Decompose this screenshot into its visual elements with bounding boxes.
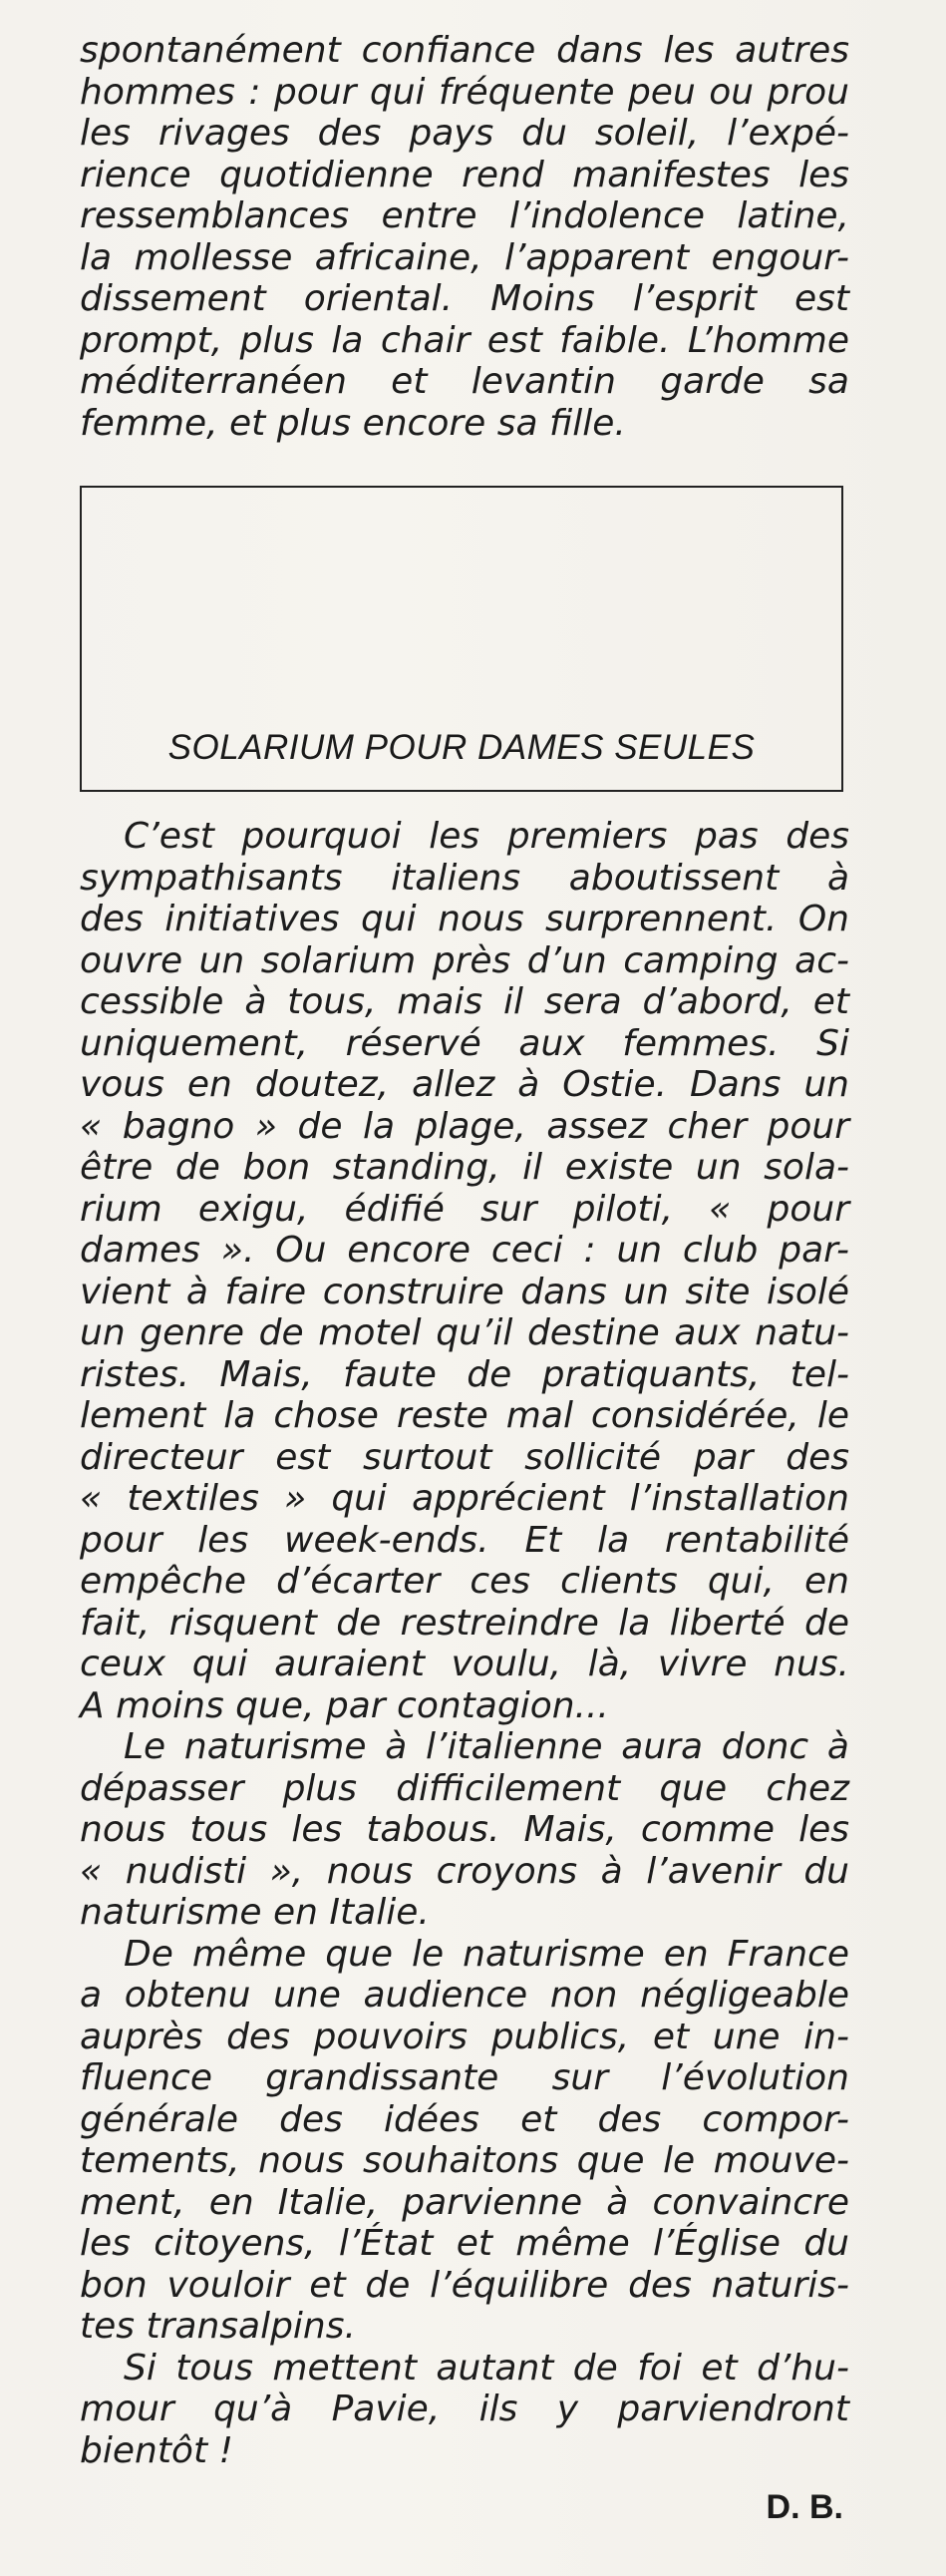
text-line: bon vouloir et de l’équilibre des naturis- (80, 2264, 849, 2306)
text-line: hommes : pour qui fréquente peu ou prou (80, 71, 849, 113)
text-line: dames ». Ou encore ceci : un club par- (80, 1230, 849, 1271)
text-line: a obtenu une audience non négligeable (80, 1975, 849, 2016)
text-line: ment, en Italie, parvienne à convaincre (80, 2181, 849, 2223)
author-signature: D. B. (766, 2488, 843, 2526)
text-line: auprès des pouvoirs publics, et une in- (80, 2016, 849, 2057)
text-line: lement la chose reste mal considérée, le (80, 1395, 849, 1436)
text-line: un genre de motel qu’il destine aux natu- (80, 1312, 849, 1353)
text-line: naturisme en Italie. (80, 1892, 430, 1933)
text-line: dépasser plus difficilement que chez (80, 1767, 849, 1809)
text-line: « bagno » de la plage, assez cher pour (80, 1105, 849, 1147)
text-line: vous en doutez, allez à Ostie. Dans un (80, 1064, 849, 1105)
text-line: spontanément confiance dans les autres (80, 30, 849, 71)
text-line: rium exigu, édifié sur piloti, « pour (80, 1188, 849, 1230)
text-line: « textiles » qui apprécient l’installation (80, 1478, 849, 1519)
text-line: De même que le naturisme en France (124, 1933, 849, 1975)
text-line: rience quotidienne rend manifestes les (80, 154, 849, 195)
text-line: la mollesse africaine, l’apparent engour- (80, 236, 849, 278)
text-line: générale des idées et des compor- (80, 2098, 849, 2140)
text-line: Si tous mettent autant de foi et d’hu- (124, 2347, 849, 2389)
text-line: C’est pourquoi les premiers pas des (124, 816, 849, 857)
paragraph (80, 2348, 849, 2472)
paragraph (80, 1726, 849, 1934)
text-line: méditerranéen et levantin garde sa (80, 361, 849, 402)
text-line: bientôt ! (80, 2429, 233, 2471)
text-line: mour qu’à Pavie, ils y parviendront (80, 2389, 849, 2429)
article-body (80, 816, 849, 2471)
text-line: ressemblances entre l’indolence latine, (80, 195, 849, 236)
text-line: femme, et plus encore sa fille. (80, 402, 626, 444)
text-line: cessible à tous, mais il sera d’abord, et (80, 981, 849, 1022)
text-line: prompt, plus la chair est faible. L’homme (80, 319, 849, 361)
section-heading: SOLARIUM POUR DAMES SEULES (167, 728, 756, 767)
text-line: « nudisti », nous croyons à l’avenir du (80, 1850, 849, 1892)
text-line: ristes. Mais, faute de pratiquants, tel- (80, 1353, 849, 1395)
paragraph (80, 1934, 849, 2348)
text-line: directeur est surtout sollicité par des (80, 1436, 849, 1478)
text-line: Le naturisme à l’italienne aura donc à (124, 1726, 849, 1767)
text-line: ceux qui auraient voulu, là, vivre nus. (80, 1644, 849, 1684)
text-line: pour les week-ends. Et la rentabilité (80, 1519, 849, 1561)
text-line: vient à faire construire dans un site isolé (80, 1271, 849, 1312)
paragraph (80, 816, 849, 1726)
text-line: uniquement, réservé aux femmes. Si (80, 1022, 849, 1064)
text-line: nous tous les tabous. Mais, comme les (80, 1809, 849, 1850)
intro-paragraph (80, 30, 849, 444)
text-line: des initiatives qui nous surprennent. On (80, 899, 849, 939)
text-line: tes transalpins. (80, 2306, 356, 2347)
text-line: les rivages des pays du soleil, l’expé- (80, 113, 849, 154)
text-line: dissement oriental. Moins l’esprit est (80, 278, 849, 319)
text-line: tements, nous souhaitons que le mouve- (80, 2140, 849, 2181)
text-line: fluence grandissante sur l’évolution (80, 2057, 849, 2098)
text-line: être de bon standing, il existe un sola- (80, 1147, 849, 1188)
text-line: empêche d’écarter ces clients qui, en (80, 1561, 849, 1602)
text-line: ouvre un solarium près d’un camping ac- (80, 939, 849, 981)
text-line: sympathisants italiens aboutissent à (80, 857, 849, 899)
text-line: A moins que, par contagion... (80, 1684, 609, 1726)
text-line: les citoyens, l’État et même l’Église du (80, 2223, 849, 2264)
text-line: fait, risquent de restreindre la liberté de (80, 1602, 849, 1644)
section-heading-box (80, 486, 843, 792)
